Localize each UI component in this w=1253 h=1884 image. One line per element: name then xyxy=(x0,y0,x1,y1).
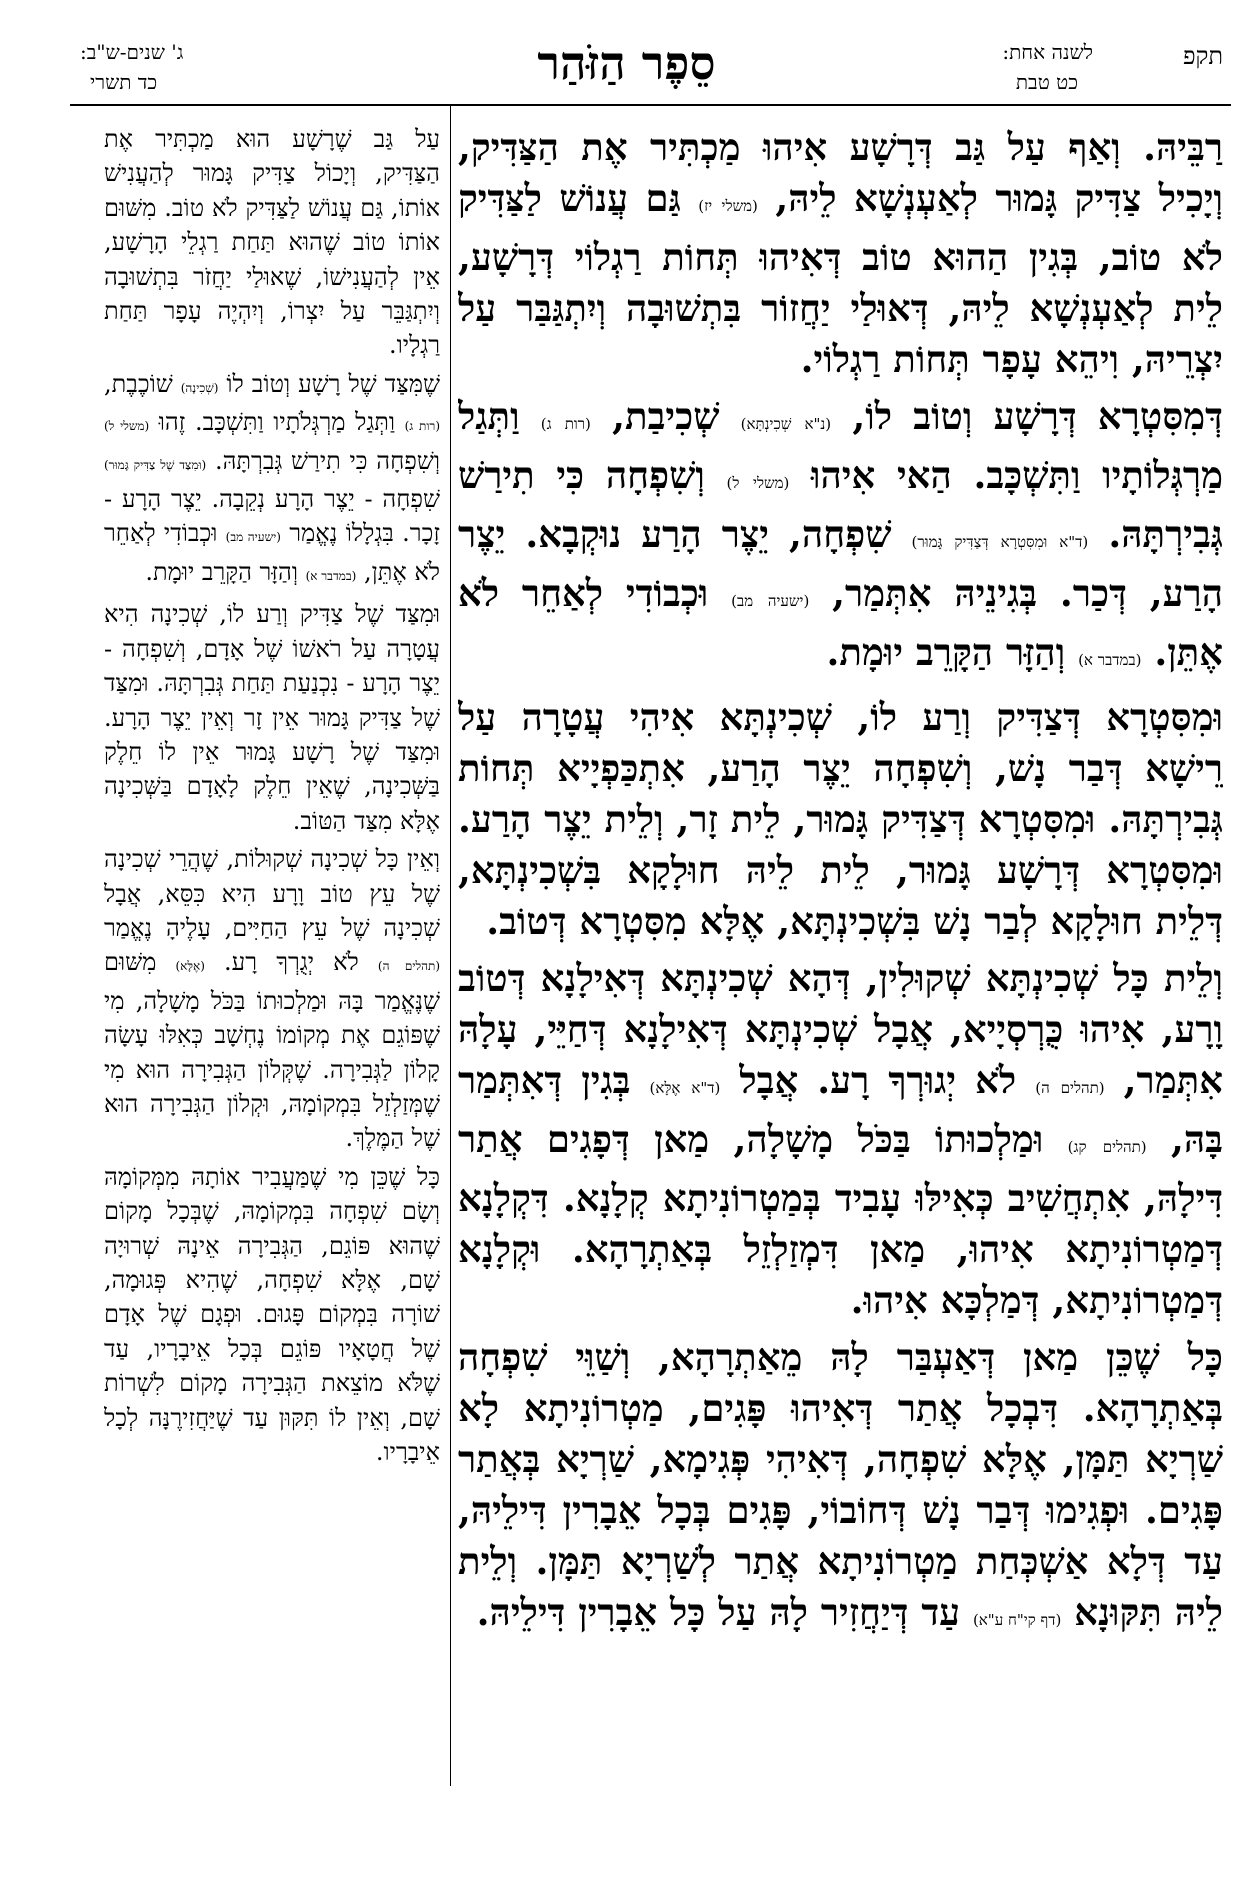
source-reference: (תהלים קג) xyxy=(1067,1138,1147,1156)
source-reference: (שְׁכִינָה) xyxy=(180,380,219,395)
source-reference: (ישעיה מב) xyxy=(731,592,810,610)
page-header xyxy=(0,0,1253,100)
date-three-years: כד תשרי xyxy=(90,70,158,94)
text-segment: עַד דְּיַחֲזִיר לָהּ עַל כָּל אֵבָרִין דִּילֵיהּ. xyxy=(476,1590,973,1634)
side-paragraph xyxy=(104,597,440,838)
text-segment: וּמַלְכוּתוֹ בַּכֹּל מָשָׁלָה, מַאן דְּפָגִים אֲתַר דִּילָהּ, אִתְחֲשִׁיב כְּאִילּוּ עָבִיד בְּמַטְרוֹנִיתָא קְלָנָא. דִּקְלָנָא דְּמַטְרוֹנִיתָא אִיהוּ, מַאן דִּמְזַלְזֵל בְּאַתְרָהָא. וּקְלָנָא דְּמַטְרוֹנִיתָא, דְּמַלְכָּא אִיהוּ. xyxy=(458,1117,1223,1322)
book-title: סֵפֶר הַזֹּהַר xyxy=(537,36,716,90)
hebrew-translation-text xyxy=(104,122,440,1772)
text-segment: וּמִסִּטְרָא דְּצַדִּיק וְרַע לוֹ, שְׁכִינְתָּא אִיהִי עֲטָרָה עַל רֵישָׁא דְּבַר נָשׁ, וְשִׁפְחָה יֵצֶר הָרַע, אִתְכַּפְיָיא תְּחוֹת גְּבִירְתָּהּ. וּמִסִּטְרָא דְּצַדִּיק גָּמוּר, לֵית זָר, וְלֵית יֵצֶר הָרַע. וּמִסִּטְרָא דְּרָשָׁע גָּמוּר, לֵית לֵיהּ חוּלָקָא בִּשְׁכִינְתָּא, דְּלֵית חוּלָקָא לְבַר נָשׁ בִּשְׁכִינְתָּא, אֶלָּא מִסִּטְרָא דְּטוֹב. xyxy=(458,695,1223,943)
main-paragraph xyxy=(458,391,1223,686)
text-segment: דְּמִסִּטְרָא דְּרָשָׁע וְטוֹב לוֹ, xyxy=(831,394,1223,438)
source-reference: (תהלים ה) xyxy=(1035,1079,1105,1097)
side-paragraph xyxy=(104,367,440,593)
text-segment: וּכְבוֹדִי לְאַחֵר לֹא אֶתֵּן, xyxy=(104,519,440,586)
main-paragraph xyxy=(458,692,1223,947)
source-reference: (משלי ל) xyxy=(726,474,790,492)
source-reference: (דף קי"ח ע"א) xyxy=(972,1611,1062,1629)
text-segment: וְהַזָּר הַקָּרֵב יוּמָת. xyxy=(145,557,306,586)
text-segment: כָּל שֶׁכֵּן מַאן דְּאַעְבַּר לָהּ מֵאַתְרָהָא, וְשַׁוֵּי שִׁפְחָה בְּאַתְרָהָא. דִּבְכָל אֲתַר דְּאִיהוּ פָּגִים, מַטְרוֹנִיתָא לָא שַׁרְיָא תַּמָּן, אֶלָּא שִׁפְחָה, דְּאִיהִי פְּגִימָא, שַׁרְיָא בְּאֲתַר פָּגִים. וּפְגִימוּ דְּבַר נָשׁ דְּחוֹבוֹי, פָּגִים בְּכָל אֵבָרִין דִּילֵיהּ, עַד דְּלָא אַשְׁכְּחַת מַטְרוֹנִיתָא אֲתַר לְשַׁרְיָא תַּמָּן. וְלֵית לֵיהּ תִּקּוּנָא xyxy=(458,1335,1223,1634)
text-segment: וְלֵית כָּל שְׁכִינְתָּא שְׁקוּלִין, דְּהָא שְׁכִינְתָּא דְּאִילָנָא דְּטוֹב וָרָע, אִיהוּ כֻּרְסְיָיא, אֲבָל שְׁכִינְתָּא דְּאִילָנָא דְּחַיֵּי, עָלָהּ אִתְּמַר, xyxy=(458,956,1223,1102)
date-one-year: כט טבת xyxy=(1015,70,1078,94)
text-segment: וּמִצַּד שֶׁל צַדִּיק וְרַע לוֹ, שְׁכִינָה הִיא עֲטָרָה עַל רֹאשׁוֹ שֶׁל אָדָם, וְשִׁפְחָה - יֵצֶר הָרָע - נִכְנַעַת תַּחַת גְּבִרְתָּהּ. וּמִצַּד שֶׁל צַדִּיק גָּמוּר אֵין זָר וְאֵין יֵצֶר הָרָע. וּמִצַּד שֶׁל רָשָׁע גָּמוּר אֵין לוֹ חֵלֶק בַּשְּׁכִינָה, שֶׁאֵין חֵלֶק לָאָדָם בַּשְּׁכִינָה אֶלָּא מִצַּד הַטּוֹב. xyxy=(104,600,440,835)
text-segment: וְשִׁפְחָה כִּי תִירַשׁ גְּבִירְתָּהּ. xyxy=(458,453,1223,556)
text-segment: לֹא יְגֻרְךָ רָע. xyxy=(204,948,378,977)
source-reference: (ד"א וּמִסִּטְרָא דְּצַדִּיק גָּמוּר) xyxy=(911,533,1089,551)
text-segment: וְהַזָּר הַקָּרֵב יוּמָת. xyxy=(826,630,1079,674)
text-segment: שִׁפְחָה, יֵצֶר הָרַע נוּקְבָא. יֵצֶר הָרַע, דְּכַר. בְּגִינֵיהּ אִתְּמַר, xyxy=(458,512,1223,615)
source-reference: (רות ג) xyxy=(404,419,440,434)
side-paragraph xyxy=(104,1160,440,1470)
source-reference: (ישעיה מב) xyxy=(225,530,281,545)
side-paragraph xyxy=(104,842,440,1156)
text-segment: וְאֵין כָּל שְׁכִינָה שְׁקוּלוֹת, שֶׁהֲרֵי שְׁכִינָה שֶׁל עֵץ טוֹב וָרָע הִיא כִּסֵּא, אֲבָל שְׁכִינָה שֶׁל עֵץ הַחַיִּים, עָלֶיהָ נֶאֱמַר xyxy=(104,845,440,942)
text-segment: שִׁפְחָה - יֵצֶר הָרָע נְקֵבָה. יֵצֶר הָרָע - זָכָר. בִּגְלָלוֹ נֶאֱמַר xyxy=(104,485,440,548)
text-segment: מִשּׁוּם שֶׁנֶּאֱמַר בָּהּ וּמַלְכוּתוֹ בַּכֹּל מָשָׁלָה, מִי שֶׁפּוֹגֵם אֶת מְקוֹמוֹ נֶחְשָׁב כְּאִלּוּ עָשָׂה קָלוֹן לַגְּבִירָה. שֶׁקְּלוֹן הַגְּבִירָה הוּא מִי שֶׁמְּזַלְזֵל בִּמְקוֹמָהּ, וּקְלוֹן הַגְּבִירָה הוּא שֶׁל הַמֶּלֶךְ. xyxy=(104,948,440,1153)
text-segment: וּכְבוֹדִי לְאַחֵר לֹא אֶתֵּן. xyxy=(458,571,1223,674)
source-reference: (תהלים ה) xyxy=(377,959,440,974)
page-number: תקפ xyxy=(1182,42,1223,70)
text-segment: רַבֵּיהּ. וְאַף עַל גַּב דְּרָשָׁע אִיהוּ מַכְתִּיר אֶת הַצַּדִּיק, וְיָכִיל צַדִּיק גָּמוּר לְאַעְנְשָׁא לֵיהּ, xyxy=(458,125,1223,220)
source-reference: (במדבר א) xyxy=(1078,651,1142,669)
header-divider xyxy=(70,104,1231,106)
text-segment: לֹא יְגוּרְךָ רָע. אֲבָל xyxy=(720,1058,1036,1102)
aramaic-main-text xyxy=(458,122,1223,1782)
text-segment: שׁוֹכֶבֶת, xyxy=(104,369,181,398)
source-reference: (וּמִצַּד שֶׁל צַדִּיק גָּמוּר) xyxy=(104,457,207,472)
text-segment: עַל גַּב שֶׁרָשָׁע הוּא מַכְתִּיר אֶת הַצַּדִּיק, וְיָכוֹל צַדִּיק גָּמוּר לְהַעֲנִישׁ אוֹתוֹ, גַּם עֲנוֹשׁ לַצַּדִּיק לֹא טוֹב. מִשּׁוּם אוֹתוֹ טוֹב שֶׁהוּא תַּחַת רַגְלֵי הָרָשָׁע, אֵין לְהַעֲנִישׁוֹ, שֶׁאוּלַי יַחֲזֹר בִּתְשׁוּבָה וְיִתְגַּבֵּר עַל יִצְרוֹ, וְיִהְיֶה עָפָר תַּחַת רַגְלָיו. xyxy=(104,125,440,360)
source-reference: (נ"א שְׁכִינְתָּא) xyxy=(740,415,832,433)
schedule-three-years: ג' שנים-ש"ב: xyxy=(80,40,184,64)
source-reference: (אֶלָּא) xyxy=(175,959,205,974)
source-reference: (ד"א אֶלָּא) xyxy=(649,1079,721,1097)
column-divider xyxy=(450,106,451,1786)
text-segment: שְׁכִיבַת, xyxy=(590,394,741,438)
text-segment: שֶׁמִּצַּד שֶׁל רָשָׁע וְטוֹב לוֹ xyxy=(218,369,440,398)
source-reference: (במדבר א) xyxy=(305,568,357,583)
text-segment: וַתְּגַל מַרְגְּלוֹתָיו וַתִּשְׁכָּב. הַאי אִיהוּ xyxy=(458,394,1223,497)
main-paragraph xyxy=(458,953,1223,1326)
main-paragraph xyxy=(458,122,1223,385)
main-paragraph xyxy=(458,1332,1223,1646)
text-segment: בְּגִין דְּאִתְּמַר בָּהּ, xyxy=(458,1058,1223,1161)
schedule-one-year: לשנה אחת: xyxy=(1002,40,1093,64)
text-segment: גַּם עֲנוֹשׁ לַצַּדִּיק לֹא טוֹב, בְּגִין הַהוּא טוֹב דְּאִיהוּ תְּחוֹת רַגְלוֹי דְּרָשָׁע, לֵית לְאַעְנְשָׁא לֵיהּ, דְּאוּלַי יַחֲזוֹר בִּתְשׁוּבָה וְיִתְגַּבַּר עַל יִצְרֵיהּ, וִיהֵא עָפָר תְּחוֹת רַגְלוֹי. xyxy=(458,176,1223,381)
side-paragraph xyxy=(104,122,440,363)
source-reference: (רות ג) xyxy=(540,415,591,433)
text-segment: כָּל שֶׁכֵּן מִי שֶׁמַּעֲבִיר אוֹתָהּ מִמְּקוֹמָהּ וְשָׂם שִׁפְחָה בִּמְקוֹמָהּ, שֶׁבְּכָל מָקוֹם שֶׁהוּא פּוֹגֵם, הַגְּבִירָה אֵינָהּ שְׁרוּיָה שָׁם, אֶלָּא שִׁפְחָה, שֶׁהִיא פְּגוּמָה, שׁוֹרָה בִּמְקוֹם פָּגוּם. וּפְגָם שֶׁל אָדָם שֶׁל חֲטָאָיו פּוֹגֵם בְּכָל אֵיבָרָיו, עַד שֶׁלֹּא מוֹצֵאת הַגְּבִירָה מָקוֹם לִשְׁרוֹת שָׁם, וְאֵין לוֹ תִּקּוּן עַד שֶׁיַּחֲזִירֶנָּה לְכָל אֵיבָרָיו. xyxy=(104,1162,440,1467)
source-reference: (משלי ל) xyxy=(104,419,150,434)
text-segment: וְשִׁפְחָה כִּי תִירַשׁ גְּבִרְתָּהּ. xyxy=(206,446,440,475)
text-segment: וַתְּגַל מַרְגְּלֹתָיו וַתִּשְׁכָּב. זֶהוּ xyxy=(149,408,405,437)
source-reference: (משלי יז) xyxy=(698,197,758,215)
